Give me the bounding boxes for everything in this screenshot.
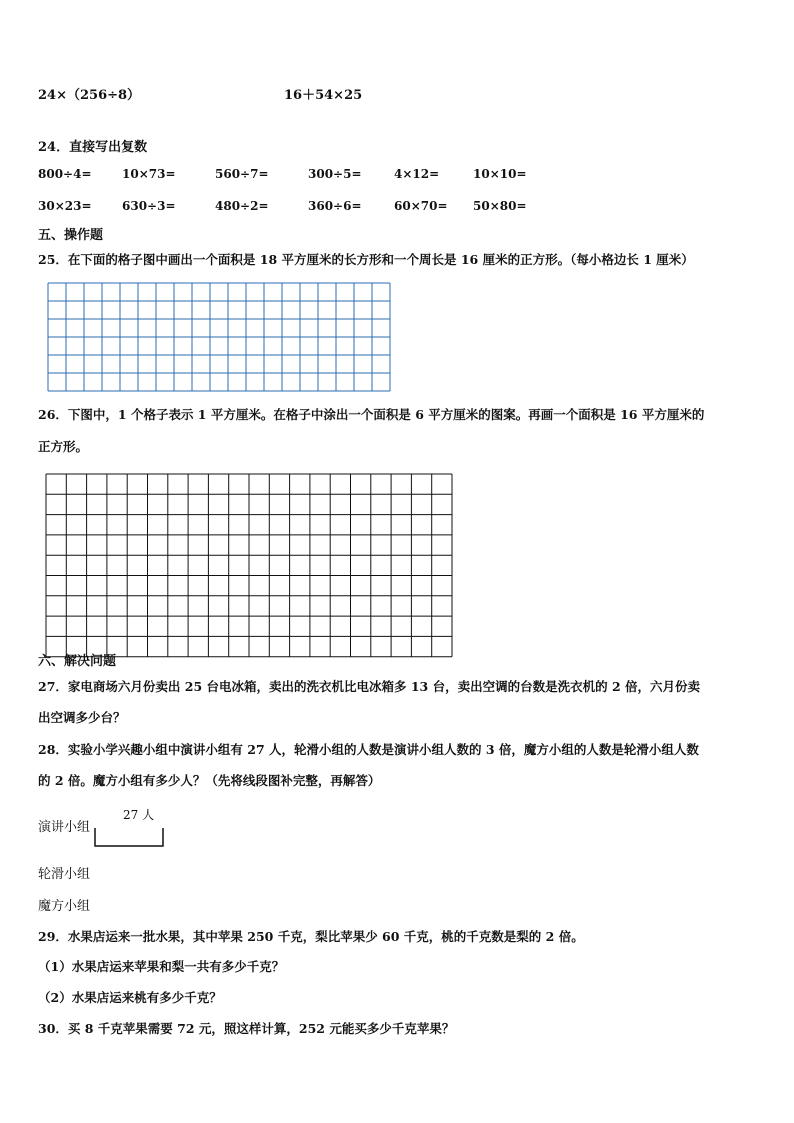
q29-sub2: （2）水果店运来桃有多少千克？ (38, 990, 222, 1005)
q24-item: 800÷4= (38, 167, 92, 181)
segment-skate-label: 轮滑小组 (38, 867, 91, 882)
grid-svg (47, 282, 391, 392)
q26-text-line2: 正方形。 (38, 439, 89, 454)
q24-item: 30×23= (38, 199, 92, 213)
section5-title: 五、操作题 (38, 228, 104, 243)
q26-text-line1: 26．下图中，1 个格子表示 1 平方厘米。在格子中涂出一个面积是 6 平方厘米的图案。再画一个面积是 16 平方厘米的 (38, 407, 705, 422)
q27-text-line2: 出空调多少台？ (38, 710, 126, 725)
expr-a: 24×（256÷8） (38, 88, 141, 103)
q28-text-line2: 的 2 倍。魔方小组有多少人？（先将线段图补完整，再解答） (38, 773, 381, 788)
segment-count-label: 27 人 (123, 808, 155, 822)
q24-item: 10×10= (473, 167, 527, 181)
q29-text: 29．水果店运来一批水果，其中苹果 250 千克，梨比苹果少 60 千克，桃的千克数是梨的 2 倍。 (38, 929, 584, 944)
section6-title: 六、解决问题 (38, 654, 117, 669)
q25-text: 25．在下面的格子图中画出一个面积是 18 平方厘米的长方形和一个周长是 16 厘米的正方形。（每小格边长 1 厘米） (38, 252, 694, 267)
q29-sub1: （1）水果店运来苹果和梨一共有多少千克？ (38, 959, 285, 974)
q28-text-line1: 28．实验小学兴趣小组中演讲小组有 27 人，轮滑小组的人数是演讲小组人数的 3 倍，魔方小组的人数是轮滑小组人数 (38, 742, 699, 757)
segment-speech-label: 演讲小组 (38, 820, 91, 835)
q24-item: 50×80= (473, 199, 527, 213)
q30-text: 30．买 8 千克苹果需要 72 元，照这样计算，252 元能买多少千克苹果？ (38, 1021, 455, 1036)
q24-item: 4×12= (394, 167, 440, 181)
q24-item: 560÷7= (215, 167, 269, 181)
segment-cube-label: 魔方小组 (38, 899, 91, 914)
q27-text-line1: 27．家电商场六月份卖出 25 台电冰箱，卖出的洗衣机比电冰箱多 13 台，卖出空调的台数是洗衣机的 2 倍，六月份卖 (38, 679, 700, 694)
grid-q25[interactable] (47, 282, 391, 392)
q24-item: 10×73= (122, 167, 176, 181)
expr-b: 16＋54×25 (284, 88, 363, 103)
grid-svg (45, 473, 453, 658)
grid-q26[interactable] (45, 473, 453, 658)
q24-item: 300÷5= (308, 167, 362, 181)
q24-item: 360÷6= (308, 199, 362, 213)
q24-title: 24．直接写出复数 (38, 140, 148, 155)
segment-brace (93, 826, 165, 854)
q24-item: 60×70= (394, 199, 448, 213)
q24-item: 630÷3= (122, 199, 176, 213)
q24-item: 480÷2= (215, 199, 269, 213)
